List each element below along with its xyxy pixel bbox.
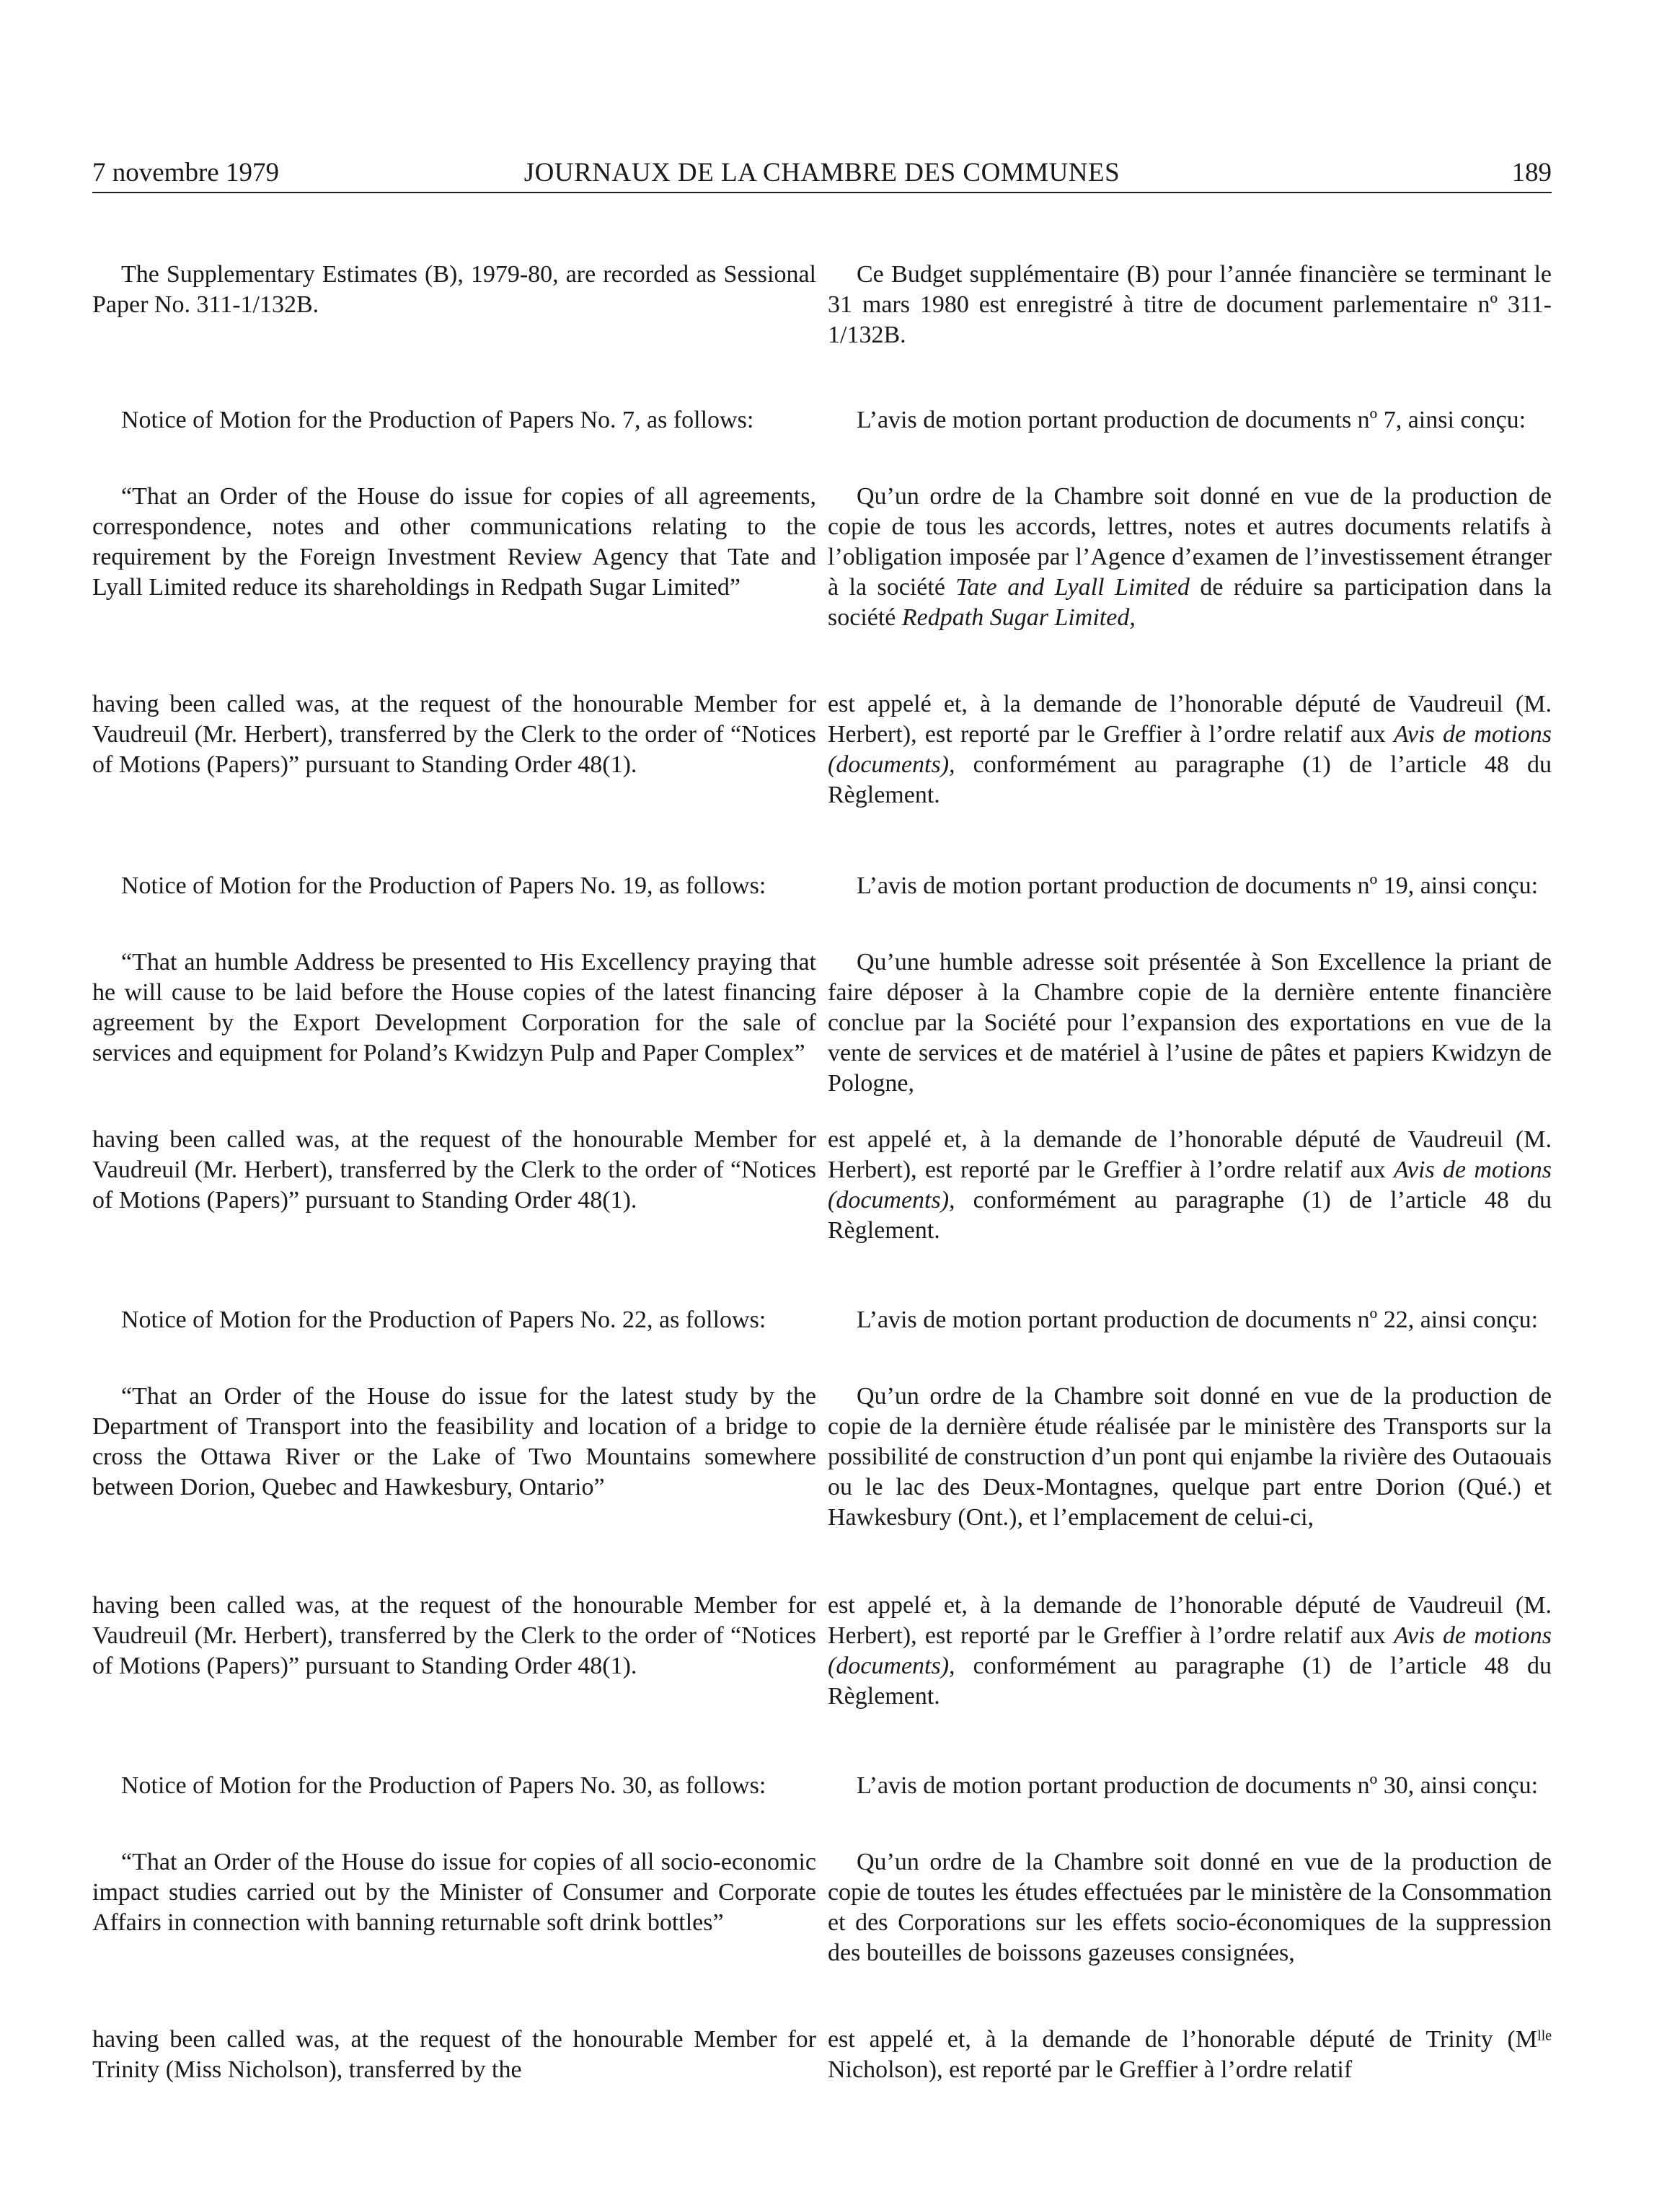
result-text-b: conformément au paragraphe (1) de l’article 48 du Règlement. bbox=[828, 751, 1552, 808]
motion-19-result: having been called was, at the request of the honourable Member for Vaudreuil (Mr. Herbert), transferred by the Clerk to the order of “Notices of Motions (Papers)” pursuant to Standing Order 48(1). bbox=[92, 1126, 816, 1213]
avis-19-text: Qu’une humble adresse soit présentée à Son Excellence la priant de faire déposer à la Chambre copie de la dernière entente financière conclue par la Société pour l’expansion des exportations en vue de la vente de services et de matériel à l’usine de pâtes et papiers Kwidzyn de Pologne, bbox=[828, 949, 1552, 1097]
result-text-b: conformément au paragraphe (1) de l’article 48 du Règlement. bbox=[828, 1653, 1552, 1710]
avis-30-notice: L’avis de motion portant production de documents nº 30, ainsi conçu: bbox=[857, 1772, 1539, 1799]
motion-7-notice: Notice of Motion for the Production of Papers No. 7, as follows: bbox=[121, 407, 754, 433]
motion-7-result: having been called was, at the request of the honourable Member for Vaudreuil (Mr. Herbert), transferred by the Clerk to the order of “Notices of Motions (Papers)” pursuant to Standing Order 48(1). bbox=[92, 691, 816, 778]
result-text-a: est appelé et, à la demande de l’honorable député de Vaudreuil (M. Herbert), est reporté par le Greffier à l’ordre relatif aux bbox=[828, 1126, 1552, 1183]
avis-7-text bbox=[828, 482, 1552, 633]
avis-22-result bbox=[828, 1591, 1552, 1712]
avis-7-text-part-b: de réduire sa participation dans la société bbox=[828, 574, 1552, 631]
result-text-a: est appelé et, à la demande de l’honorable député de Vaudreuil (M. Herbert), est reporté par le Greffier à l’ordre relatif aux bbox=[828, 1592, 1552, 1649]
header-date: 7 novembre 1979 bbox=[92, 158, 279, 187]
avis-22-text: Qu’un ordre de la Chambre soit donné en vue de la production de copie de la dernière étude réalisée par le ministère des Transports sur la possibilité de construction d’un pont qui enjambe la rivière des Outaouais ou le lac des Deux-Montagnes, quelque part entre Dorion (Qué.) et Hawkesbury (Ont.), et l’emplacement de celui-ci, bbox=[828, 1383, 1552, 1531]
result-order-name: Avis de motions (documents), bbox=[828, 721, 1552, 778]
motion-19-notice: Notice of Motion for the Production of Papers No. 19, as follows: bbox=[121, 872, 766, 899]
avis-7-text-part-a: Qu’un ordre de la Chambre soit donné en vue de la production de copie de tous les accords, lettres, notes et autres documents relatifs à l’obligation imposée par l’Agence d’examen de l’investissement étranger à la société bbox=[828, 483, 1552, 601]
avis-7-company-redpath: Redpath Sugar Limited, bbox=[901, 604, 1136, 631]
motion-22-text: “That an Order of the House do issue for the latest study by the Department of Transport into the feasibility and location of a bridge to cross the Ottawa River or the Lake of Two Mountains somewhere between Dorion, Quebec and Hawkesbury, Ontario” bbox=[92, 1383, 816, 1500]
header-title: JOURNAUX DE LA CHAMBRE DES COMMUNES bbox=[523, 158, 1120, 187]
motion-30-notice: Notice of Motion for the Production of Papers No. 30, as follows: bbox=[121, 1772, 766, 1799]
motion-22-result: having been called was, at the request of the honourable Member for Vaudreuil (Mr. Herbert), transferred by the Clerk to the order of “Notices of Motions (Papers)” pursuant to Standing Order 48(1). bbox=[92, 1592, 816, 1679]
page-header bbox=[92, 154, 1552, 192]
result-order-name: Avis de motions (documents), bbox=[828, 1157, 1552, 1213]
estimates-paragraph: The Supplementary Estimates (B), 1979-80, are recorded as Sessional Paper No. 311-1/132B. bbox=[92, 261, 816, 318]
avis-19-result bbox=[828, 1125, 1552, 1246]
header-rule bbox=[92, 192, 1552, 193]
result-text-b: conformément au paragraphe (1) de l’article 48 du Règlement. bbox=[828, 1187, 1552, 1244]
motion-7-text: “That an Order of the House do issue for copies of all agreements, correspondence, notes and other communications relating to the requirement by the Foreign Investment Review Agency that Tate and Lyall Limited reduce its shareholdings in Redpath Sugar Limited” bbox=[92, 483, 816, 601]
result-order-name: Avis de motions (documents), bbox=[828, 1622, 1552, 1679]
avis-7-result bbox=[828, 689, 1552, 810]
avis-7-company-tate: Tate and Lyall Limited bbox=[955, 574, 1190, 601]
motion-19-text: “That an humble Address be presented to His Excellency praying that he will cause to be laid before the House copies of the latest financing agreement by the Export Development Corporation for the sale of services and equipment for Poland’s Kwidzyn Pulp and Paper Complex” bbox=[92, 949, 816, 1066]
result-text-a: est appelé et, à la demande de l’honorable député de Vaudreuil (M. Herbert), est reporté par le Greffier à l’ordre relatif aux bbox=[828, 691, 1552, 748]
avis-30-result: est appelé et, à la demande de l’honorable député de Trinity (Mˡˡᵉ Nicholson), est reporté par le Greffier à l’ordre relatif bbox=[828, 2026, 1552, 2083]
motion-30-text: “That an Order of the House do issue for copies of all socio-economic impact studies carried out by the Minister of Consumer and Corporate Affairs in connection with banning returnable soft drink bottles” bbox=[92, 1849, 816, 1936]
avis-7-notice: L’avis de motion portant production de documents nº 7, ainsi conçu: bbox=[857, 407, 1526, 433]
avis-19-notice: L’avis de motion portant production de documents nº 19, ainsi conçu: bbox=[857, 872, 1539, 899]
motion-22-notice: Notice of Motion for the Production of Papers No. 22, as follows: bbox=[121, 1306, 766, 1333]
avis-30-text: Qu’un ordre de la Chambre soit donné en vue de la production de copie de toutes les études effectuées par le ministère de la Consommation et des Corporations sur les effets socio-économiques de la suppression des bouteilles de boissons gazeuses consignées, bbox=[828, 1849, 1552, 1966]
header-page-number: 189 bbox=[1511, 158, 1552, 187]
avis-22-notice: L’avis de motion portant production de documents nº 22, ainsi conçu: bbox=[857, 1306, 1539, 1333]
budget-paragraph: Ce Budget supplémentaire (B) pour l’année financière se terminant le 31 mars 1980 est enregistré à titre de document parlementaire nº 311-1/132B. bbox=[828, 261, 1552, 348]
motion-30-result: having been called was, at the request of the honourable Member for Trinity (Miss Nicholson), transferred by the bbox=[92, 2026, 816, 2083]
